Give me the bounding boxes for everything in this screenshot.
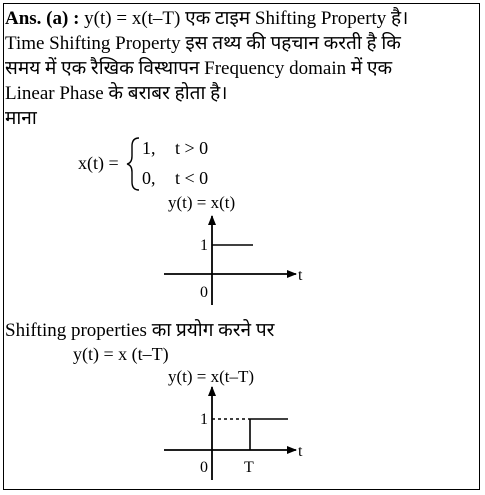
answer-line-1-text: y(t) = x(t–T) एक टाइम Shifting Property है। bbox=[84, 8, 409, 29]
graph1-title: y(t) = x(t) bbox=[168, 193, 236, 212]
graph-unit-step bbox=[150, 190, 320, 315]
graph2-x-label: t bbox=[298, 443, 303, 460]
graph2-title: y(t) = x(t–T) bbox=[168, 367, 255, 386]
graph-shifted-step bbox=[150, 362, 320, 484]
piecewise-lhs: x(t) = bbox=[78, 153, 119, 173]
answer-line-4: Linear Phase के बराबर होता है। bbox=[5, 83, 228, 104]
answer-line-5: माना bbox=[5, 108, 37, 129]
graph2-origin: 0 bbox=[200, 459, 208, 476]
shift-equation: y(t) = x (t–T) bbox=[73, 344, 169, 364]
piecewise-case2-value: 0, bbox=[142, 168, 156, 188]
answer-label: Ans. (a) : bbox=[5, 8, 80, 29]
graph1-y-tick: 1 bbox=[200, 237, 208, 254]
graph2-y-tick: 1 bbox=[200, 411, 208, 428]
shifting-text: Shifting properties का प्रयोग करने पर bbox=[5, 320, 275, 341]
piecewise-case1-value: 1, bbox=[142, 138, 156, 158]
piecewise-case1-condition: t > 0 bbox=[175, 138, 209, 158]
graph1-origin: 0 bbox=[200, 284, 208, 301]
answer-line-2: Time Shifting Property इस तथ्य की पहचान करती है कि bbox=[5, 33, 401, 54]
answer-line-3: समय में एक रैखिक विस्थापन Frequency domain में एक bbox=[5, 58, 393, 79]
graph2-shift-label: T bbox=[244, 459, 254, 476]
graph1-x-label: t bbox=[298, 267, 303, 284]
piecewise-case2-condition: t < 0 bbox=[175, 168, 209, 188]
answer-line-1 bbox=[5, 8, 408, 30]
